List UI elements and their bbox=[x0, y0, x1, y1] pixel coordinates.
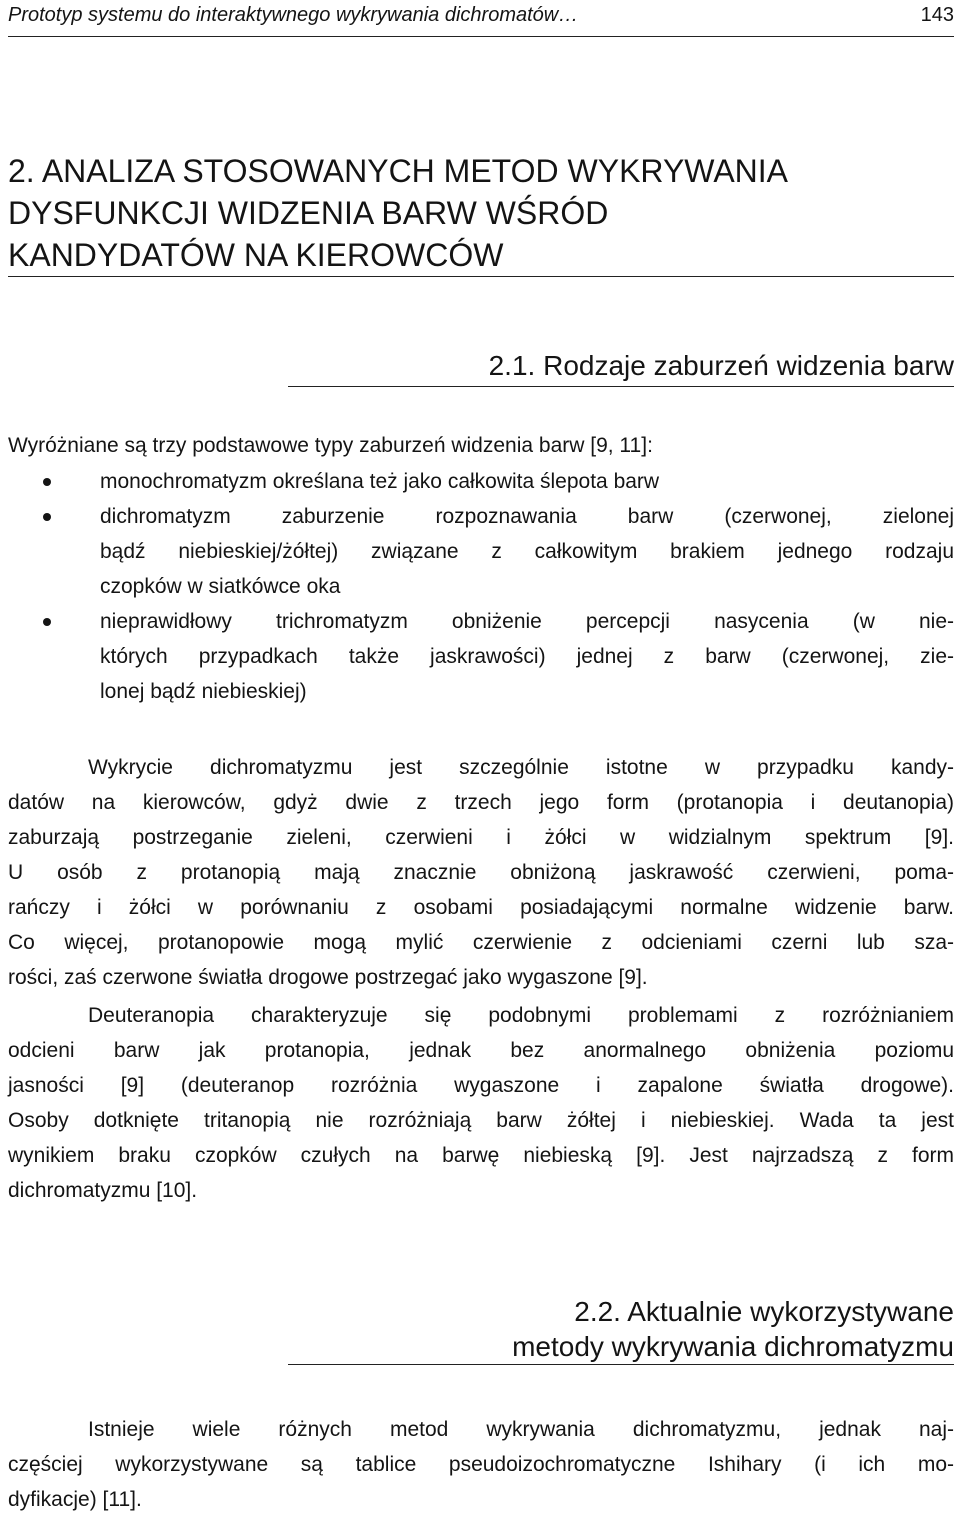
section-heading-line: 2.2. Aktualnie wykorzystywane bbox=[574, 1296, 954, 1327]
paragraph-line: odcieni barw jak protanopia, jednak bez anormalnego obniżenia poziomu bbox=[8, 1039, 954, 1062]
paragraph-line: wynikiem braku czopków czułych na barwę niebieską [9]. Jest najrzadszą z form bbox=[8, 1144, 954, 1167]
paragraph-line: Deuteranopia charakteryzuje się podobnymi problemami z rozróżnianiem bbox=[88, 1004, 954, 1027]
paragraph-deuteranopia bbox=[8, 998, 954, 1208]
paragraph-line: dichromatyzmu [10]. bbox=[8, 1179, 198, 1202]
list-item bbox=[8, 604, 954, 709]
paragraph-line: Osoby dotknięte tritanopią nie rozróżniają barw żółtej i niebieskiej. Wada ta jest bbox=[8, 1109, 954, 1132]
section-heading-2-2 bbox=[288, 1294, 954, 1365]
chapter-title-line: 2. ANALIZA STOSOWANYCH METOD WYKRYWANIA bbox=[8, 153, 788, 189]
paragraph-line: rości, zaś czerwone światła drogowe postrzegać jako wygaszone [9]. bbox=[8, 966, 648, 989]
paragraph-line: datów na kierowców, gdyż dwie z trzech jego form (protanopia i deutanopia) bbox=[8, 791, 954, 814]
paragraph-line: jasności [9] (deuteranop rozróżnia wygaszone i zapalone światła drogowe). bbox=[8, 1074, 954, 1097]
list-item-line: monochromatyzm określana też jako całkowita ślepota barw bbox=[100, 470, 660, 493]
list-item bbox=[8, 499, 954, 604]
list-item-line: których przypadkach także jaskrawości) jednej z barw (czerwonej, zie- bbox=[100, 645, 954, 668]
section-heading-line: metody wykrywania dichromatyzmu bbox=[512, 1331, 954, 1362]
chapter-title bbox=[8, 150, 954, 277]
section-heading-2-1: 2.1. Rodzaje zaburzeń widzenia barw bbox=[288, 348, 954, 387]
running-header bbox=[8, 0, 954, 37]
paragraph-line: Istnieje wiele różnych metod wykrywania dichromatyzmu, jednak naj- bbox=[88, 1418, 954, 1441]
list-item bbox=[8, 464, 954, 499]
list-item-line: dichromatyzm zaburzenie rozpoznawania barw (czerwonej, zielonej bbox=[100, 505, 954, 528]
paragraph-line: Wyróżniane są trzy podstawowe typy zaburzeń widzenia barw [9, 11]: bbox=[8, 434, 653, 457]
paragraph-dichromatyzm bbox=[8, 750, 954, 995]
list-item-line: czopków w siatkówce oka bbox=[100, 575, 341, 598]
paragraph-line: rańczy i żółci w porównaniu z osobami posiadającymi normalne widzenie barw. bbox=[8, 896, 954, 919]
bullet-icon bbox=[43, 513, 51, 521]
paragraph-metody bbox=[8, 1412, 954, 1517]
list-item-line: bądź niebieskiej/żółtej) związane z całkowitym brakiem jednego rodzaju bbox=[100, 540, 954, 563]
intro-paragraph bbox=[8, 428, 954, 463]
chapter-title-line: KANDYDATÓW NA KIEROWCÓW bbox=[8, 237, 504, 273]
paragraph-line: częściej wykorzystywane są tablice pseudoizochromatyczne Ishihary (i ich mo- bbox=[8, 1453, 954, 1476]
chapter-title-line: DYSFUNKCJI WIDZENIA BARW WŚRÓD bbox=[8, 195, 609, 231]
paragraph-line: Wykrycie dichromatyzmu jest szczególnie istotne w przypadku kandy- bbox=[88, 756, 954, 779]
list-item-line: nieprawidłowy trichromatyzm obniżenie percepcji nasycenia (w nie- bbox=[100, 610, 954, 633]
paragraph-line: U osób z protanopią mają znacznie obniżoną jaskrawość czerwieni, poma- bbox=[8, 861, 954, 884]
paragraph-line: zaburzają postrzeganie zieleni, czerwieni i żółci w widzialnym spektrum [9]. bbox=[8, 826, 954, 849]
bullet-icon bbox=[43, 478, 51, 486]
zaburzenia-list bbox=[8, 464, 954, 709]
paragraph-line: Co więcej, protanopowie mogą mylić czerwienie z odcieniami czerni lub sza- bbox=[8, 931, 954, 954]
page-number: 143 bbox=[920, 4, 954, 26]
running-title: Prototyp systemu do interaktywnego wykrywania dichromatów… bbox=[8, 4, 579, 26]
paragraph-line: dyfikacje) [11]. bbox=[8, 1488, 142, 1511]
list-item-line: lonej bądź niebieskiej) bbox=[100, 680, 307, 703]
bullet-icon bbox=[43, 618, 51, 626]
